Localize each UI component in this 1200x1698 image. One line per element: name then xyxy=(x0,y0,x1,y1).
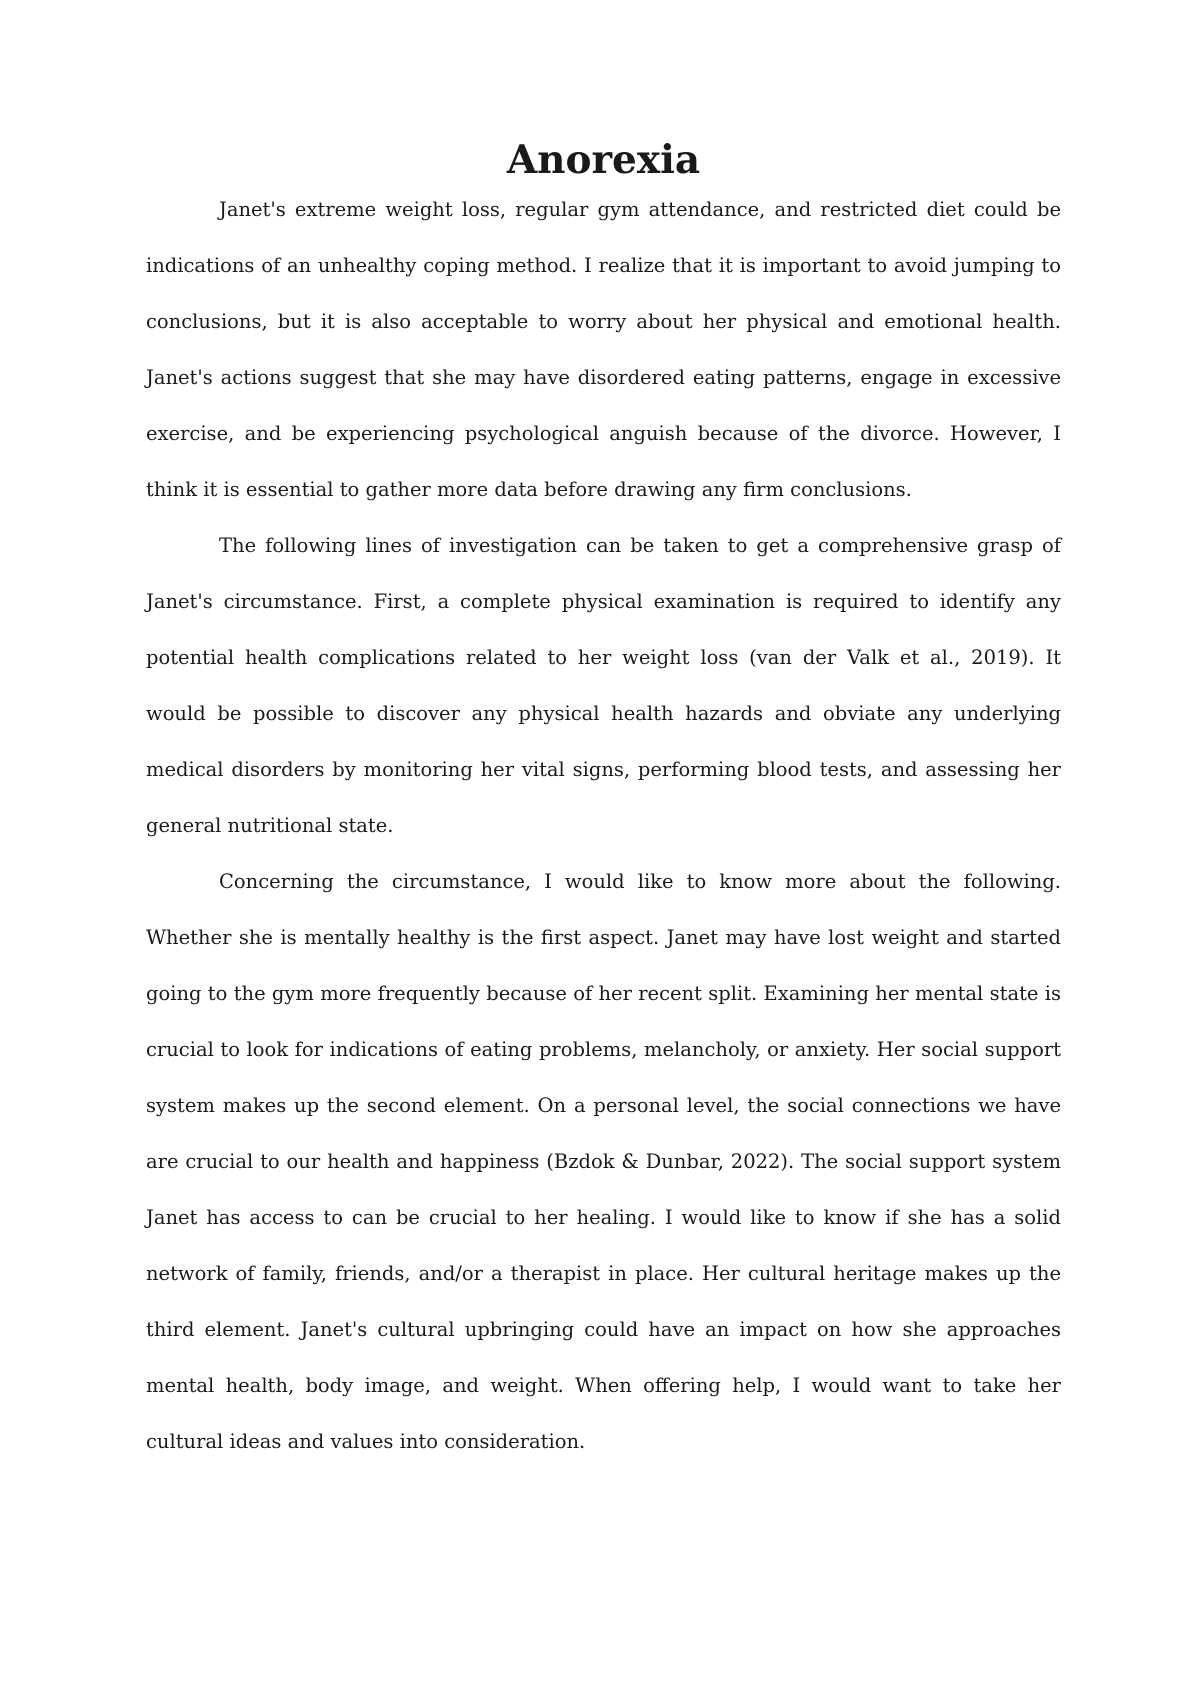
paragraph-1: Janet's extreme weight loss, regular gym attendance, and restricted diet could be indications of an unhealthy coping method. I realize that it is important to avoid jumping to conclusions, but it is also acceptable to worry about her physical and emotional health. Janet's actions suggest that she may have disordered eating patterns, engage in excessive exercise, and be experiencing psychological anguish because of the divorce. However, I think it is essential to gather more data before drawing any firm conclusions. xyxy=(146,198,1061,501)
paragraph-2: The following lines of investigation can be taken to get a comprehensive grasp of Janet's circumstance. First, a complete physical examination is required to identify any potential health complications related to her weight loss (van der Valk et al., 2019). It would be possible to discover any physical health hazards and obviate any underlying medical disorders by monitoring her vital signs, performing blood tests, and assessing her general nutritional state. xyxy=(146,534,1061,837)
document-body xyxy=(146,138,1061,1470)
document-title: Anorexia xyxy=(506,137,701,183)
paragraph-3: Concerning the circumstance, I would like to know more about the following. Whether she is mentally healthy is the first aspect. Janet may have lost weight and started going to the gym more frequently because of her recent split. Examining her mental state is crucial to look for indications of eating problems, melancholy, or anxiety. Her social support system makes up the second element. On a personal level, the social connections we have are crucial to our health and happiness (Bzdok & Dunbar, 2022). The social support system Janet has access to can be crucial to her healing. I would like to know if she has a solid network of family, friends, and/or a therapist in place. Her cultural heritage makes up the third element. Janet's cultural upbringing could have an impact on how she approaches mental health, body image, and weight. When offering help, I would want to take her cultural ideas and values into consideration. xyxy=(146,870,1061,1453)
